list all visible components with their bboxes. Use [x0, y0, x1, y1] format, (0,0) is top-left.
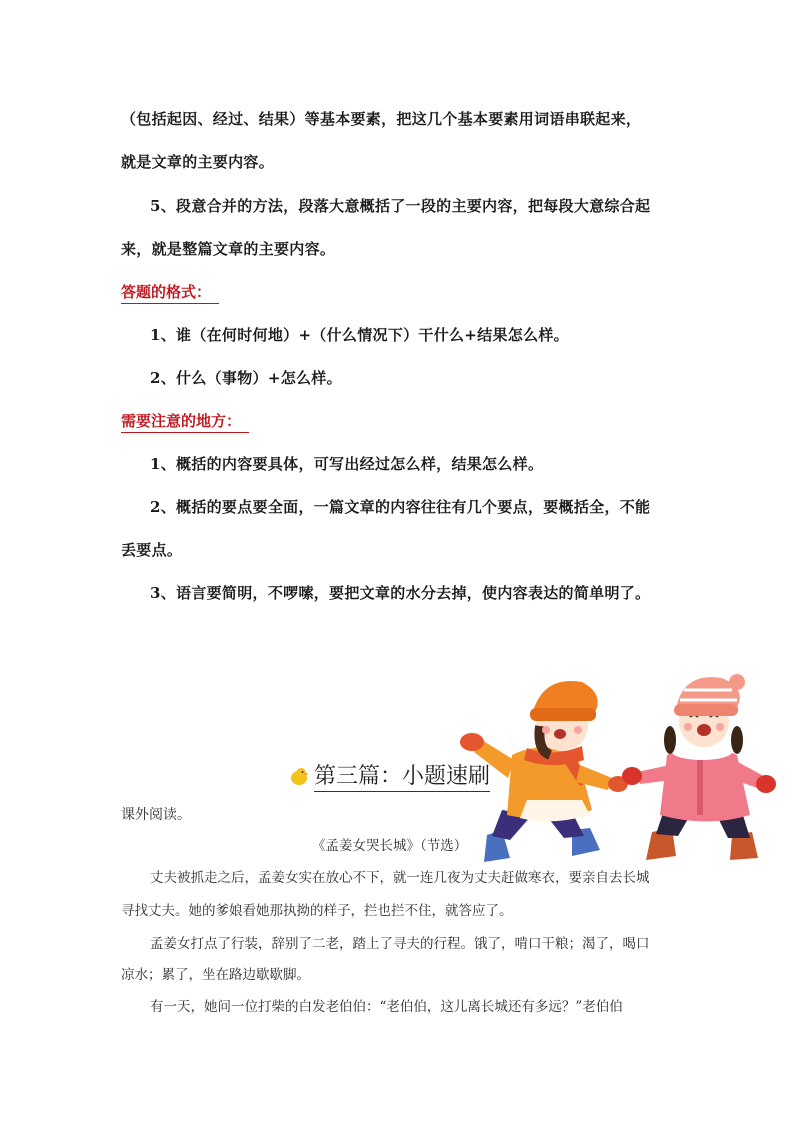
section-title [288, 759, 490, 792]
attention-heading: 需要注意的地方： [121, 410, 249, 433]
passage-line: 孟姜女打点了行装，辞别了二老，踏上了寻夫的行程。饿了，啃口干粮；渴了，喝口 [150, 936, 650, 952]
body-text-line: 5、段意合并的方法，段落大意概括了一段的主要内容，把每段大意综合起 [150, 197, 651, 215]
passage-line: 有一天，她问一位打柴的白发老伯伯：“老伯伯，这儿离长城还有多远？”老伯伯 [150, 999, 623, 1015]
passage-line: 寻找丈夫。她的爹娘看她那执拗的样子，拦也拦不住，就答应了。 [121, 903, 513, 919]
body-text-line: 来，就是整篇文章的主要内容。 [121, 240, 336, 258]
passage-line: 凉水；累了，坐在路边歇歇脚。 [121, 967, 310, 983]
attention-item: 1、概括的内容要具体，可写出经过怎么样，结果怎么样。 [150, 455, 544, 473]
passage-line: 丈夫被抓走之后，孟姜女实在放心不下，就一连几夜为丈夫赶做寒衣，要亲自去长城 [150, 870, 650, 886]
format-heading: 答题的格式： [121, 281, 219, 304]
section-title-text: 第三篇：小题速刷 [314, 759, 490, 792]
reading-label: 课外阅读。 [121, 807, 191, 823]
passage-title: 《孟姜女哭长城》（节选） [312, 838, 468, 854]
attention-item: 3、语言要简明，不啰嗦，要把文章的水分去掉，使内容表达的简单明了。 [150, 584, 651, 602]
format-item: 2、什么（事物）+怎么样。 [150, 369, 342, 387]
format-item: 1、谁（在何时何地）+（什么情况下）干什么+结果怎么样。 [150, 326, 569, 344]
chick-icon [288, 766, 310, 786]
attention-item: 2、概括的要点要全面，一篇文章的内容往往有几个要点，要概括全，不能 [150, 498, 651, 516]
girl-right-illustration [622, 674, 776, 860]
attention-item: 丢要点。 [121, 541, 183, 559]
body-text-line: 就是文章的主要内容。 [121, 153, 275, 171]
body-text-line: （包括起因、经过、结果）等基本要素，把这几个基本要素用词语串联起来， [121, 110, 642, 128]
